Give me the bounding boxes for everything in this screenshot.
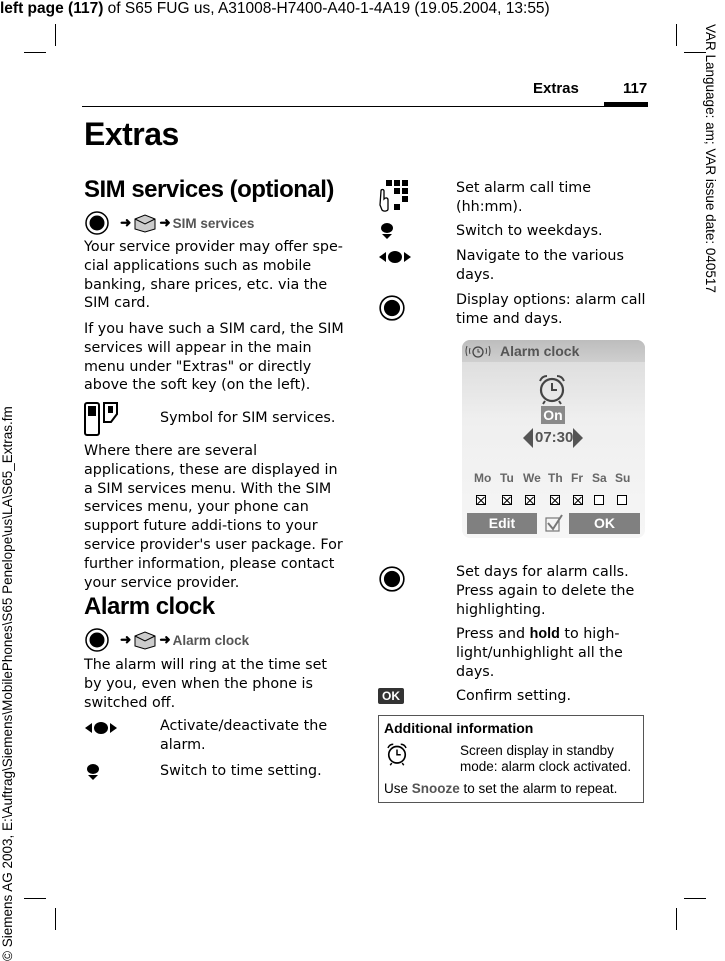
alarm-clock-icon (385, 742, 409, 766)
additional-info-box (378, 715, 644, 803)
alarm-step: Switch to time setting. (160, 763, 322, 779)
header-rule (82, 106, 648, 107)
alarm-step: Switch to weekdays. (456, 223, 603, 239)
nav-left-right-icon (84, 720, 118, 736)
crop-mark (24, 898, 46, 899)
sim-paragraph: Where there are several applications, these are displayed in a SIM services menu. With the SIM services menu, your phone can support future addi-tions to your service provider's user package. For further information, please contact your service provider. (84, 443, 343, 591)
sim-symbol-icon (84, 402, 120, 438)
ok-key-label: OK (378, 688, 404, 704)
weekday-checkbox (476, 495, 486, 505)
alarm-nav-path (84, 627, 249, 653)
screen-title: Alarm clock (500, 343, 580, 359)
sim-symbol-text: Symbol for SIM services. (160, 410, 336, 426)
snooze-key: Snooze (411, 781, 460, 796)
weekday-label: Sa (592, 471, 607, 485)
info-line: Screen display in standby mode: alarm clock activated. (460, 743, 632, 774)
softkey-right: OK (569, 513, 640, 534)
side-note-left: © Siemens AG 2003, E:\Auftrag\Siemens\MobilePhones\S65 Penelope\us\LA\S65_Extras.fm (0, 406, 15, 961)
nav-item: Alarm clock (172, 632, 250, 648)
nav-item: SIM services (172, 215, 255, 231)
weekday-label: Fr (571, 471, 583, 485)
crop-mark (684, 898, 706, 899)
arrow-icon: ➜ (120, 632, 132, 647)
sim-nav-path (84, 210, 254, 236)
nav-key-icon (378, 294, 406, 322)
weekday-label: Th (548, 471, 563, 485)
keypad-icon (378, 179, 412, 213)
sim-paragraph: If you have such a SIM card, the SIM services will appear in the main menu under "Extras" or directly above the soft key (on the left). (84, 321, 344, 394)
info-use-pre: Use (384, 781, 412, 796)
nav-key-icon (378, 565, 406, 593)
hold-pre: Press and (456, 626, 530, 642)
page-number: 117 (623, 80, 648, 97)
softkey-left: Edit (467, 513, 537, 534)
nav-key-icon (84, 627, 110, 653)
alarm-intro: The alarm will ring at the time set by you, even when the phone is switched off. (84, 657, 328, 711)
alarm-step: Set alarm call time (hh:mm). (456, 180, 592, 215)
weekday-checkbox (525, 495, 535, 505)
alarm-step: Confirm setting. (456, 688, 572, 704)
nav-left-right-icon (378, 249, 412, 265)
status-badge: On (541, 406, 565, 424)
crop-mark (55, 908, 56, 930)
weekday-checkbox (594, 495, 604, 505)
weekday-checkbox (573, 495, 583, 505)
alarm-time: 07:30 (535, 429, 574, 446)
alarm-step: Navigate to the various days. (456, 248, 624, 283)
alarm-step: Activate/deactivate the alarm. (160, 718, 328, 753)
hold-word: hold (529, 626, 560, 642)
nav-down-icon (84, 763, 102, 781)
page-label: left page (117) (0, 0, 104, 17)
menu-icon (133, 213, 157, 233)
weekday-checkbox (617, 495, 627, 505)
alarm-step: Set days for alarm calls. Press again to delete the highlighting. (456, 564, 635, 618)
weekday-label: We (523, 471, 541, 485)
crop-mark (676, 908, 677, 930)
weekday-label: Mo (474, 471, 492, 485)
arrow-icon: ➜ (120, 215, 132, 230)
doc-info: of S65 FUG us, A31008-H7400-A40-1-4A19 (19.05.2004, 13:55) (103, 0, 550, 17)
arrow-left-icon (522, 427, 534, 449)
hold-post: to high-light/unhighlight all the days. (456, 626, 623, 680)
alarm-clock-icon (536, 373, 568, 405)
sim-paragraph: Your service provider may offer spe-cial applications such as mobile banking, share prices, etc. via the SIM card. (84, 239, 343, 312)
side-note-right: VAR Language: am; VAR issue date: 040517 (703, 24, 718, 293)
alarm-step-hold (456, 625, 646, 681)
weekday-label: Tu (500, 471, 514, 485)
menu-icon (133, 630, 157, 650)
arrow-icon: ➜ (159, 632, 171, 647)
crop-mark (55, 24, 56, 46)
weekday-checkbox (550, 495, 560, 505)
info-use-line (384, 781, 617, 796)
info-title: Additional information (384, 720, 534, 736)
alarm-step: Display options: alarm call time and days. (456, 292, 646, 327)
phone-screen (462, 340, 645, 538)
nav-key-icon (84, 210, 110, 236)
header-rule-accent (604, 102, 648, 106)
arrow-right-icon (572, 427, 584, 449)
checkbox-icon (544, 513, 564, 533)
running-title: Extras (533, 80, 579, 97)
weekday-checkbox (502, 495, 512, 505)
print-header (0, 0, 550, 18)
alarm-heading: Alarm clock (84, 593, 215, 620)
crop-mark (676, 24, 677, 46)
alarm-status-icon (464, 343, 492, 359)
page-title: Extras (84, 116, 179, 152)
weekday-label: Su (615, 471, 631, 485)
crop-mark (24, 52, 46, 53)
arrow-icon: ➜ (159, 215, 171, 230)
nav-down-icon (378, 222, 396, 240)
sim-heading: SIM services (optional) (84, 176, 334, 203)
ok-softkey-symbol (378, 687, 404, 705)
info-use-post: to set the alarm to repeat. (459, 781, 618, 796)
